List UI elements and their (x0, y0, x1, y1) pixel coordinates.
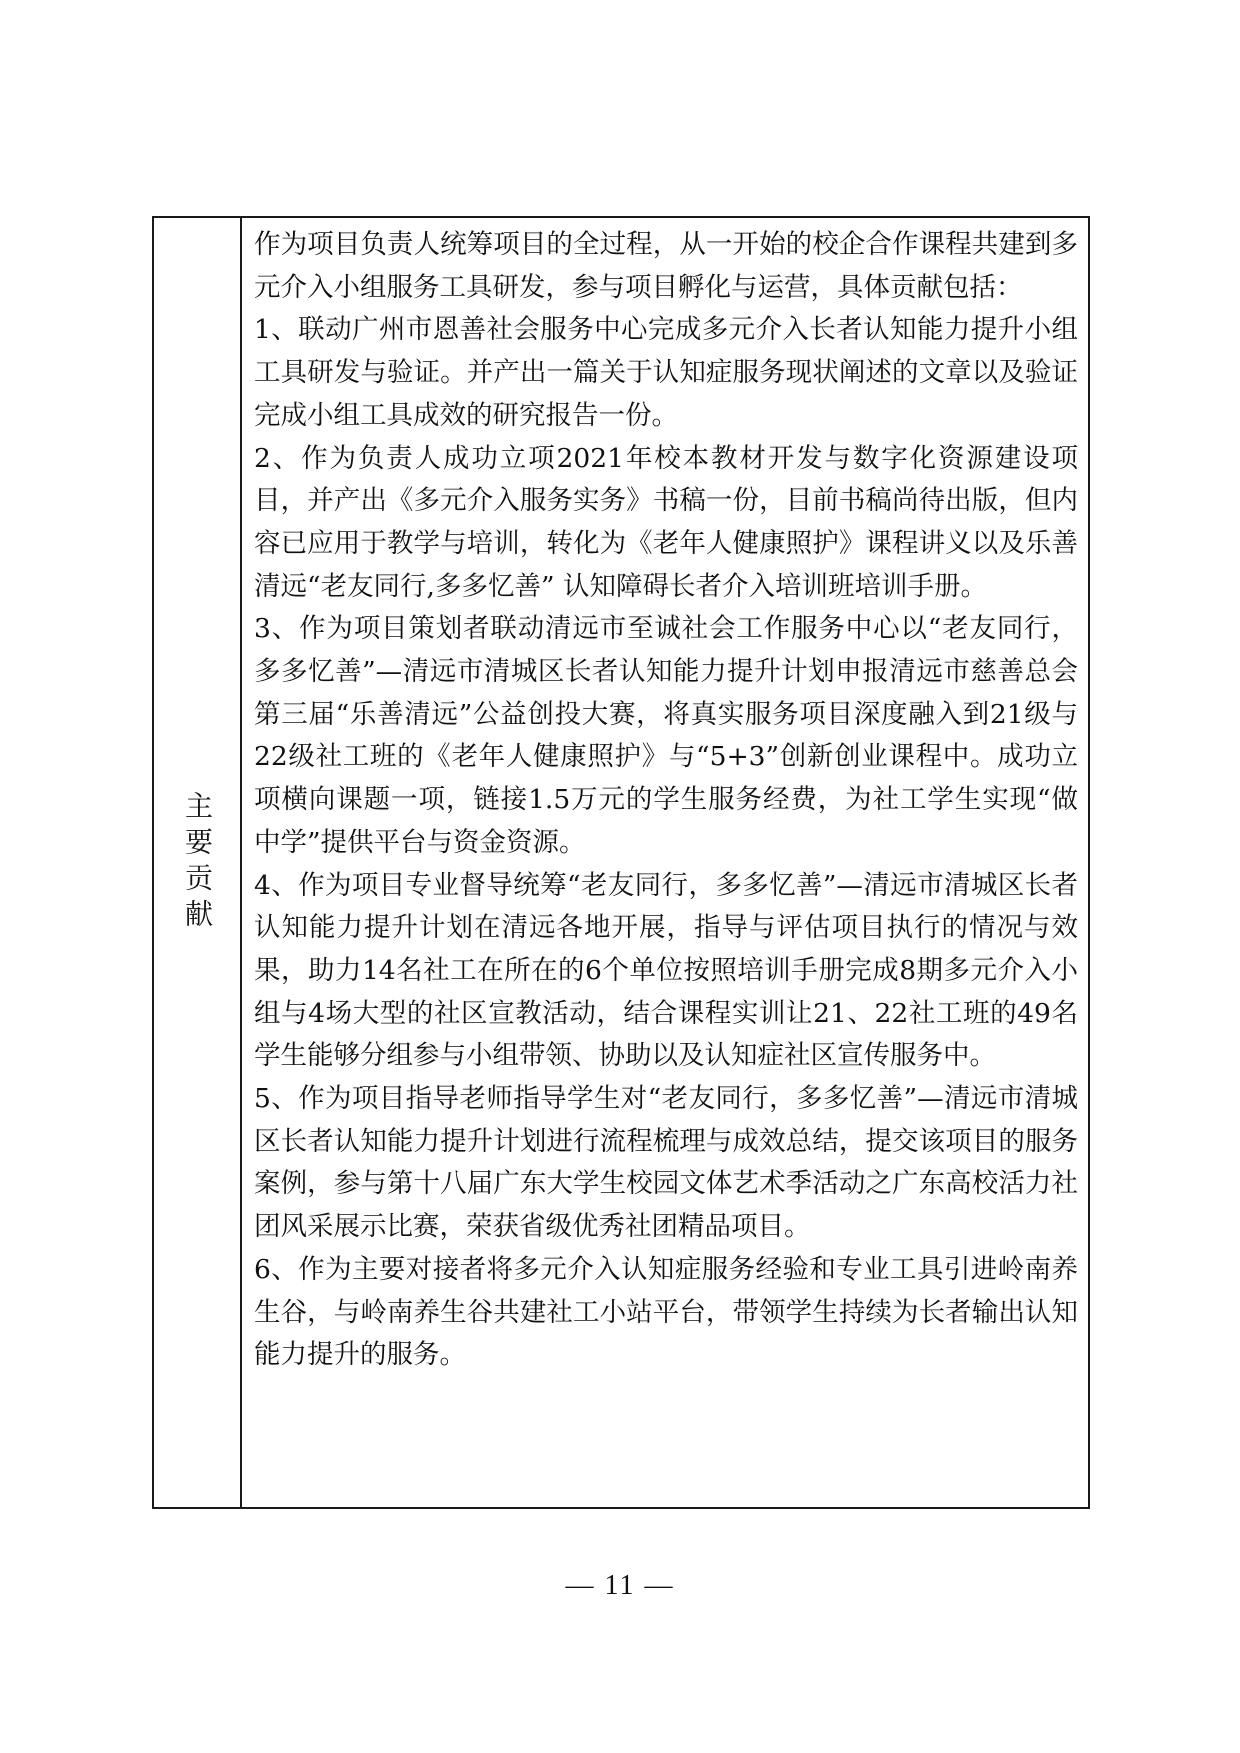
page-number: — 11 — (565, 1570, 675, 1601)
paragraph-item-4: 4、作为项目专业督导统筹“老友同行，多多忆善”—清远市清城区长者认知能力提升计划在清远各地开展，指导与评估项目执行的情况与效果，助力14名社工在所在的6个单位按照培训手册完成8期多元介入小组与4场大型的社区宣教活动，结合课程实训让21、22社工班的49名学生能够分组参与小组带领、协助以及认知症社区宣传服务中。 (254, 869, 1078, 1072)
paragraph-item-1: 1、联动广州市恩善社会服务中心完成多元介入长者认知能力提升小组工具研发与验证。并产出一篇关于认知症服务现状阐述的文章以及验证完成小组工具成效的研究报告一份。 (254, 314, 1078, 431)
content-cell (242, 218, 1088, 1507)
label-main-contribution: 主要贡献 (181, 790, 214, 935)
paragraph-item-2: 2、作为负责人成功立项2021年校本教材开发与数字化资源建设项目，并产出《多元介入服务实务》书稿一份，目前书稿尚待出版，但内容已应用于教学与培训，转化为《老年人健康照护》课程讲义以及乐善清远“老友同行,多多忆善” 认知障碍长者介入培训班培训手册。 (254, 442, 1078, 602)
paragraph-item-6: 6、作为主要对接者将多元介入认知症服务经验和专业工具引进岭南养生谷，与岭南养生谷共建社工小站平台，带领学生持续为长者输出认知能力提升的服务。 (254, 1253, 1078, 1371)
label-cell (154, 218, 242, 1507)
paragraph-intro: 作为项目负责人统筹项目的全过程，从一开始的校企合作课程共建到多元介入小组服务工具研发，参与项目孵化与运营，具体贡献包括： (254, 229, 1078, 303)
paragraph-item-5: 5、作为项目指导老师指导学生对“老友同行，多多忆善”—清远市清城区长者认知能力提升计划进行流程梳理与成效总结，提交该项目的服务案例，参与第十八届广东大学生校园文体艺术季活动之广东高校活力社团风采展示比赛，荣获省级优秀社团精品项目。 (254, 1083, 1078, 1243)
contribution-table (152, 216, 1090, 1509)
paragraph-item-3: 3、作为项目策划者联动清远市至诚社会工作服务中心以“老友同行，多多忆善”—清远市清城区长者认知能力提升计划申报清远市慈善总会第三届“乐善清远”公益创投大赛，将真实服务项目深度融入到21级与22级社工班的《老年人健康照护》与“5+3”创新创业课程中。成功立项横向课题一项，链接1.5万元的学生服务经费，为社工学生实现“做中学”提供平台与资金资源。 (254, 613, 1078, 858)
